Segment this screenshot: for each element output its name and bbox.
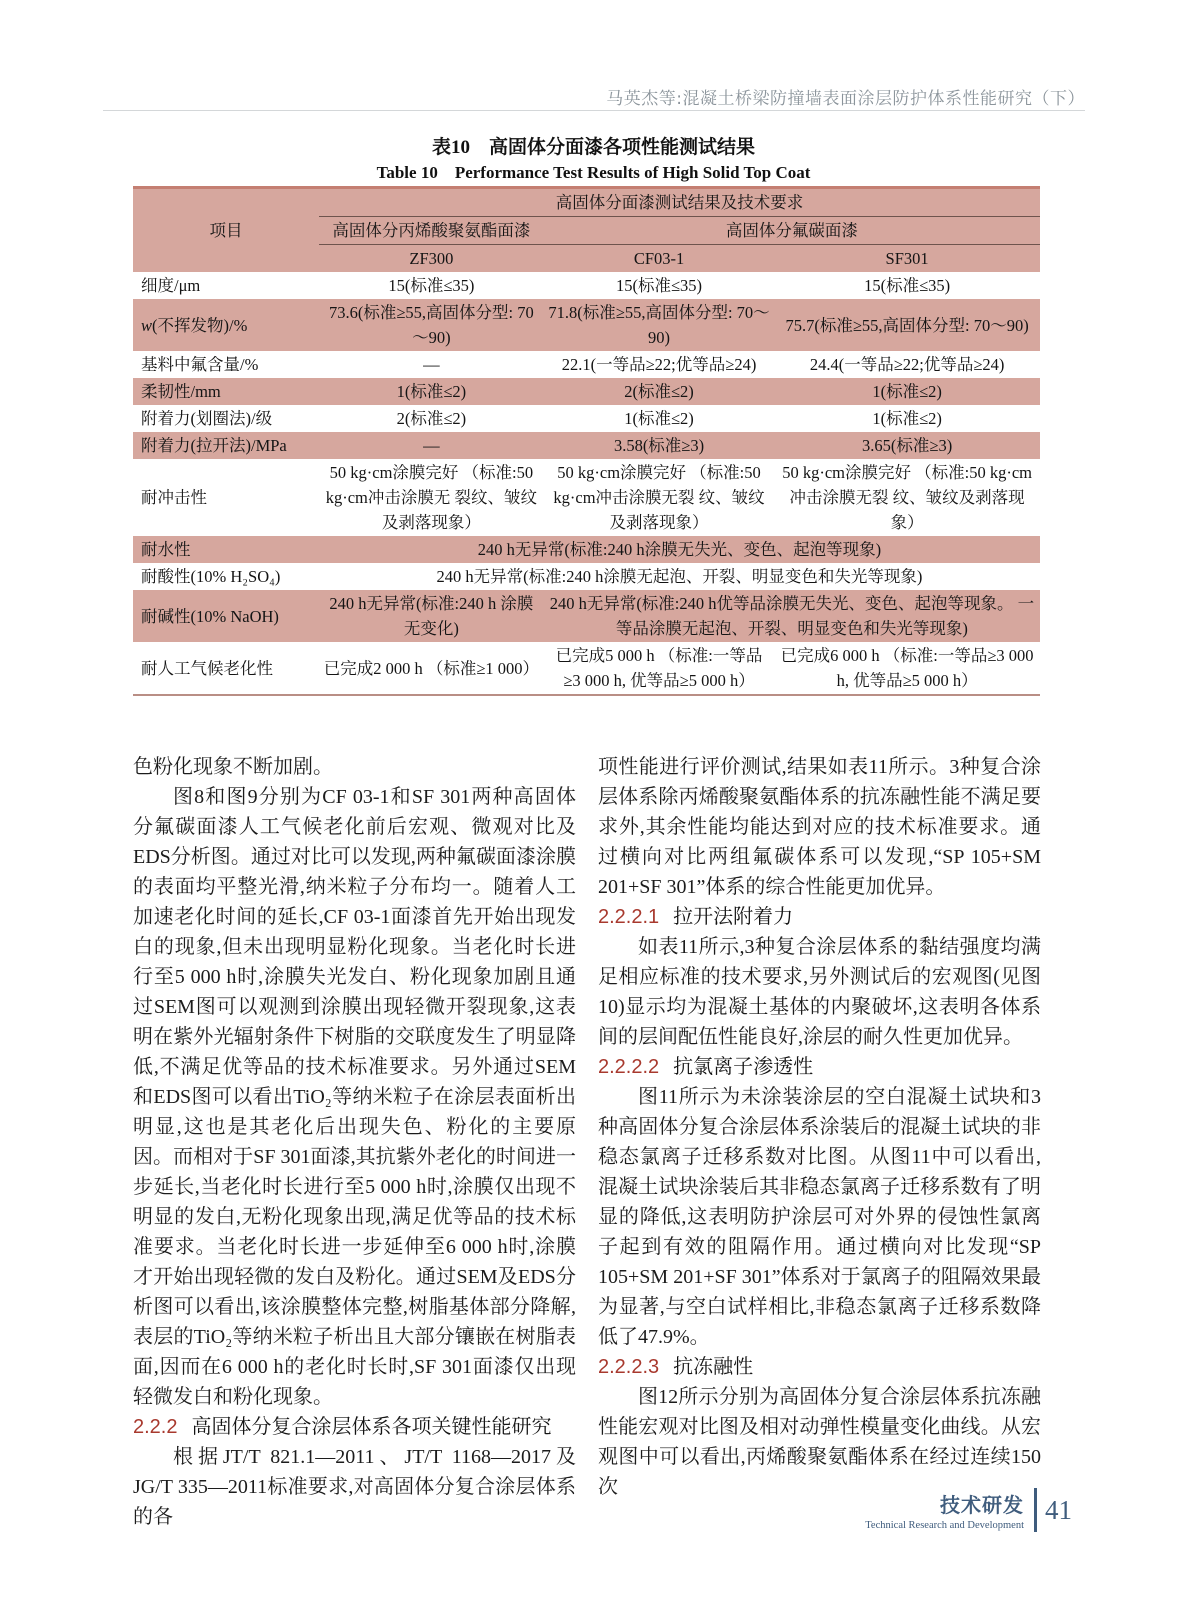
row-label: 耐水性 (133, 536, 319, 563)
header-subgroup-fluoro: 高固体分氟碳面漆 (544, 217, 1040, 245)
table-cell-merged: 240 h无异常(标准:240 h优等品涂膜无失光、变色、起泡等现象。 一等品涂膜无起泡、开裂、明显变色和失光等现象) (544, 590, 1040, 642)
table-row-weathering-resistance (133, 642, 1040, 695)
left-column (133, 752, 576, 1532)
table-row-fluorine-content (133, 351, 1040, 378)
table-cell: 71.8(标准≥55,高固体分型: 70～90) (544, 299, 774, 351)
table-cell: 240 h无异常(标准:240 h 涂膜无变化) (319, 590, 544, 642)
section-number: 2.2.2.1 (598, 906, 660, 928)
table-cell: — (319, 351, 544, 378)
article-body (133, 752, 1052, 1532)
footer-section-english: Technical Research and Development (865, 1520, 1024, 1531)
row-label: 柔韧性/mm (133, 378, 319, 405)
header-divider (103, 110, 1085, 111)
table-cell: 1(标准≤2) (319, 378, 544, 405)
table-cell: 已完成5 000 h （标准:一等品≥3 000 h, 优等品≥5 000 h） (544, 642, 774, 695)
table-cell: 22.1(一等品≥22;优等品≥24) (544, 351, 774, 378)
table-cell: 2(标准≤2) (319, 405, 544, 432)
table-row-adhesion-circle (133, 405, 1040, 432)
table-cell: 3.58(标准≥3) (544, 432, 774, 459)
header-subgroup-acrylic: 高固体分丙烯酸聚氨酯面漆 (319, 217, 544, 245)
header-product-cf03-1: CF03-1 (544, 245, 774, 273)
table-cell: 已完成2 000 h （标准≥1 000） (319, 642, 544, 695)
table-row-flexibility (133, 378, 1040, 405)
table-cell: 75.7(标准≥55,高固体分型: 70～90) (774, 299, 1040, 351)
row-label: 耐碱性(10% NaOH) (133, 590, 319, 642)
table-row-acid-resistance (133, 563, 1040, 590)
row-label: 细度/μm (133, 272, 319, 299)
table-row-water-resistance (133, 536, 1040, 563)
section-number: 2.2.2.3 (598, 1356, 660, 1378)
table-row-adhesion-pulloff (133, 432, 1040, 459)
table-cell: 15(标准≤35) (774, 272, 1040, 299)
footer-section-chinese: 技术研发 (940, 1493, 1024, 1517)
footer-divider-bar (1034, 1488, 1037, 1532)
section-title: 高固体分复合涂层体系各项关键性能研究 (191, 1416, 552, 1438)
row-label: 耐冲击性 (133, 459, 319, 536)
page-number: 41 (1045, 1494, 1072, 1525)
paragraph: 图12所示分别为高固体分复合涂层体系抗冻融性能宏观对比图及相对动弹性模量变化曲线。从宏观图中可以看出,丙烯酸聚氨酯体系在经过连续150次 (598, 1386, 1041, 1498)
table-cell: 15(标准≤35) (544, 272, 774, 299)
table-cell: 50 kg·cm涂膜完好 （标准:50 kg·cm冲击涂膜无 裂纹、皱纹及剥落现象） (319, 459, 544, 536)
table-cell: 50 kg·cm涂膜完好 （标准:50 kg·cm冲击涂膜无裂 纹、皱纹及剥落现象） (774, 459, 1040, 536)
paragraph: 色粉化现象不断加剧。 (133, 756, 333, 778)
row-label: 耐酸性(10% H₂SO₄) (133, 563, 319, 590)
row-label (133, 299, 319, 351)
header-group-title: 高固体分面漆测试结果及技术要求 (319, 188, 1040, 217)
section-heading-2-2-2-2 (598, 1052, 1041, 1082)
table-cell-merged: 240 h无异常(标准:240 h涂膜无起泡、开裂、明显变色和失光等现象) (319, 563, 1040, 590)
header-product-sf301: SF301 (774, 245, 1040, 273)
table-row-nonvolatile (133, 299, 1040, 351)
row-label-rest: (不挥发物)/% (152, 315, 248, 335)
section-heading-2-2-2-1 (598, 902, 1041, 932)
table-row-fineness (133, 272, 1040, 299)
row-label: 基料中氟含量/% (133, 351, 319, 378)
header-product-zf300: ZF300 (319, 245, 544, 273)
row-label: 附着力(划圈法)/级 (133, 405, 319, 432)
section-number: 2.2.2.2 (598, 1056, 660, 1078)
paragraph: 根据JT/T 821.1—2011、JT/T 1168—2017及JG/T 335—2011标准要求,对高固体分复合涂层体系的各 (133, 1446, 576, 1528)
table-cell: — (319, 432, 544, 459)
table-cell: 1(标准≤2) (544, 405, 774, 432)
table-cell: 3.65(标准≥3) (774, 432, 1040, 459)
section-title: 拉开法附着力 (673, 906, 794, 928)
running-header: 马英杰等:混凝土桥梁防撞墙表面涂层防护体系性能研究（下） (606, 89, 1085, 109)
table-title-chinese: 表10 高固体分面漆各项性能测试结果 (431, 137, 755, 158)
table-cell: 50 kg·cm涂膜完好 （标准:50 kg·cm冲击涂膜无裂 纹、皱纹及剥落现象） (544, 459, 774, 536)
row-label-italic-w: w (141, 315, 153, 335)
paragraph: 图11所示为未涂装涂层的空白混凝土试块和3种高固体分复合涂层体系涂装后的混凝土试块的非稳态氯离子迁移系数对比图。从图11中可以看出,混凝土试块涂装后其非稳态氯离子迁移系数有了明显的降低,这表明防护涂层可对外界的侵蚀性氯离子起到有效的阻隔作用。通过横向对比发现“SP 105+SM 201+SF 301”体系对于氯离子的阻隔效果最为显著,与空白试样相比,非稳态氯离子迁移系数降低了47.9%。 (598, 1086, 1041, 1348)
row-label: 耐人工气候老化性 (133, 642, 319, 695)
table-cell-merged: 240 h无异常(标准:240 h涂膜无失光、变色、起泡等现象) (319, 536, 1040, 563)
paragraph: 如表11所示,3种复合涂层体系的黏结强度均满足相应标准的技术要求,另外测试后的宏观图(见图10)显示均为混凝土基体的内聚破坏,这表明各体系间的层间配伍性能良好,涂层的耐久性更加优异。 (598, 936, 1041, 1048)
section-title: 抗冻融性 (673, 1356, 754, 1378)
table-cell: 1(标准≤2) (774, 405, 1040, 432)
paragraph: 项性能进行评价测试,结果如表11所示。3种复合涂层体系除丙烯酸聚氨酯体系的抗冻融性能不满足要求外,其余性能均能达到对应的技术标准要求。通过横向对比两组氟碳体系可以发现,“SP 105+SM 201+SF 301”体系的综合性能更加优异。 (598, 756, 1041, 898)
section-heading-2-2-2-3 (598, 1352, 1041, 1382)
footer-section (865, 1489, 1024, 1531)
table-cell: 1(标准≤2) (774, 378, 1040, 405)
header-item: 项目 (133, 188, 319, 273)
table-cell: 24.4(一等品≥22;优等品≥24) (774, 351, 1040, 378)
table-cell: 15(标准≤35) (319, 272, 544, 299)
table-cell: 2(标准≤2) (544, 378, 774, 405)
section-title: 抗氯离子渗透性 (673, 1056, 814, 1078)
section-number: 2.2.2 (133, 1416, 178, 1438)
section-heading-2-2-2 (133, 1412, 576, 1442)
table-cell: 73.6(标准≥55,高固体分型: 70～90) (319, 299, 544, 351)
table-row-alkali-resistance (133, 590, 1040, 642)
performance-table (133, 186, 1040, 696)
table-row-impact-resistance (133, 459, 1040, 536)
table-cell: 已完成6 000 h （标准:一等品≥3 000 h, 优等品≥5 000 h） (774, 642, 1040, 695)
page-footer (865, 1488, 1072, 1532)
paragraph: 图8和图9分别为CF 03-1和SF 301两种高固体分氟碳面漆人工气候老化前后宏观、微观对比及EDS分析图。通过对比可以发现,两种氟碳面漆涂膜的表面均平整光滑,纳米粒子分布均一。随着人工加速老化时间的延长,CF 03-1面漆首先开始出现发白的现象,但未出现明显粉化现象。当老化时长进行至5 000 h时,涂膜失光发白、粉化现象加剧且通过SEM图可以观测到涂膜出现轻微开裂现象,这表明在紫外光辐射条件下树脂的交联度发生了明显降低,不满足优等品的技术标准要求。另外通过SEM和EDS图可以看出TiO₂等纳米粒子在涂层表面析出明显,这也是其老化后出现失色、粉化的主要原因。而相对于SF 301面漆,其抗紫外老化的时间进一步延长,当老化时长进行至5 000 h时,涂膜仅出现不明显的发白,无粉化现象出现,满足优等品的技术标准要求。当老化时长进一步延伸至6 000 h时,涂膜才开始出现轻微的发白及粉化。通过SEM及EDS分析图可以看出,该涂膜整体完整,树脂基体部分降解,表层的TiO₂等纳米粒子析出且大部分镶嵌在树脂表面,因而在6 000 h的老化时长时,SF 301面漆仅出现轻微发白和粉化现象。 (133, 786, 576, 1408)
row-label: 附着力(拉开法)/MPa (133, 432, 319, 459)
table-header-row-1 (133, 188, 1040, 217)
table-title-english: Table 10 Performance Test Results of High Solid Top Coat (376, 163, 811, 182)
right-column (598, 752, 1041, 1532)
